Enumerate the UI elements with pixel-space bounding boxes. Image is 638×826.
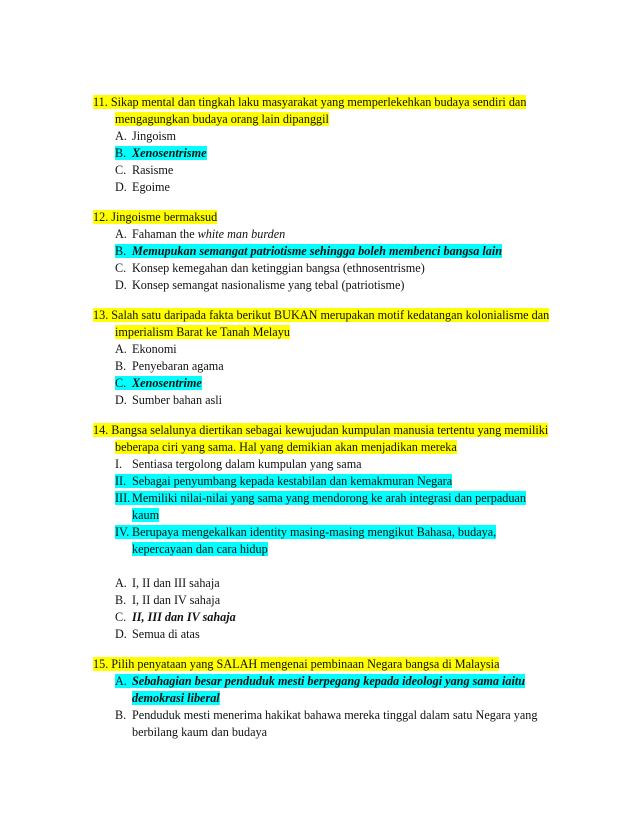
- q11-stem-line2: mengagungkan budaya orang lain dipanggil: [115, 112, 329, 126]
- q11-option-a: A. Jingoism: [115, 129, 177, 143]
- q13-option-c-answer: C. Xenosentrime: [115, 376, 202, 390]
- q14-statement-ii: II. Sebagai penyumbang kepada kestabilan dan kemakmuran Negara: [115, 474, 453, 488]
- q15-option-b-cont: berbilang kaum dan budaya: [132, 725, 268, 739]
- q13-option-d: D. Sumber bahan asli: [115, 393, 223, 407]
- q14-stem-line1: 14. Bangsa selalunya diertikan sebagai kewujudan kumpulan manusia tertentu yang memiliki: [93, 423, 549, 437]
- q15-option-a-answer: A. Sebahagian besar penduduk mesti berpegang kepada ideologi yang sama iaitu: [115, 674, 526, 688]
- q12-stem: 12. Jingoisme bermaksud: [93, 210, 218, 224]
- q14-statement-iii-cont: kaum: [132, 508, 160, 522]
- q13-stem-line1: 13. Salah satu daripada fakta berikut BUKAN merupakan motif kedatangan kolonialisme dan: [93, 308, 550, 322]
- q14-statement-i: I. Sentiasa tergolong dalam kumpulan yang sama: [115, 457, 362, 471]
- q15-option-b: B. Penduduk mesti menerima hakikat bahawa mereka tinggal dalam satu Negara yang: [115, 708, 538, 722]
- q14-stem-line2: beberapa ciri yang sama. Hal yang demikian akan menjadikan mereka: [115, 440, 457, 454]
- q13-option-b: B. Penyebaran agama: [115, 359, 224, 373]
- q11-stem-line1: 11. Sikap mental dan tingkah laku masyarakat yang memperlekehkan budaya sendiri dan: [93, 95, 527, 109]
- q13-option-a: A. Ekonomi: [115, 342, 177, 356]
- q13-stem-line2: imperialism Barat ke Tanah Melayu: [115, 325, 290, 339]
- q11-option-d: D. Egoime: [115, 180, 170, 194]
- q14-option-c-answer: C. II, III dan IV sahaja: [115, 610, 236, 624]
- q11-option-c: C. Rasisme: [115, 163, 174, 177]
- q12-option-b-answer: B. Memupukan semangat patriotisme sehingga boleh membenci bangsa lain: [115, 244, 503, 258]
- q14-option-d: D. Semua di atas: [115, 627, 200, 641]
- q14-statement-iii: III. Memiliki nilai-nilai yang sama yang mendorong ke arah integrasi dan perpaduan: [115, 491, 526, 505]
- q15-option-a-cont: demokrasi liberal: [132, 691, 220, 705]
- q14-option-b: B. I, II dan IV sahaja: [115, 593, 221, 607]
- q15-stem: 15. Pilih penyataan yang SALAH mengenai pembinaan Negara bangsa di Malaysia: [93, 657, 500, 671]
- q14-option-a: A. I, II dan III sahaja: [115, 576, 220, 590]
- q12-option-c: C. Konsep kemegahan dan ketinggian bangsa (ethnosentrisme): [115, 261, 425, 275]
- q11-option-b-answer: B. Xenosentrisme: [115, 146, 207, 160]
- q12-option-d: D. Konsep semangat nasionalisme yang tebal (patriotisme): [115, 278, 405, 292]
- q14-statement-iv-cont: kepercayaan dan cara hidup: [132, 542, 268, 556]
- q12-option-a: A. Fahaman the white man burden: [115, 227, 286, 241]
- q14-statement-iv: IV. Berupaya mengekalkan identity masing-masing mengikut Bahasa, budaya,: [115, 525, 497, 539]
